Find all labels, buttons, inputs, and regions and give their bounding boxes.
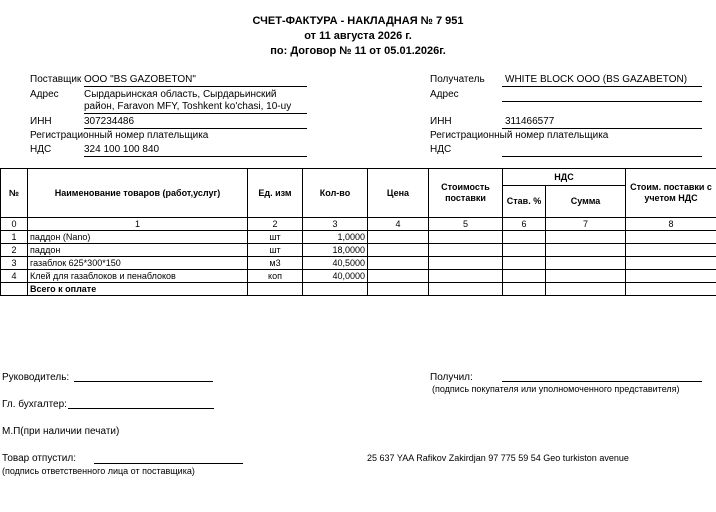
recipient-vat-underline [502,156,702,157]
col-number: 3 [303,218,368,231]
row-total [626,231,716,244]
director-signature-line [74,381,213,382]
row-total [626,244,716,257]
header-name: Наименование товаров (работ,услуг) [28,169,248,218]
recipient-inn: 311466577 [505,116,555,127]
row-price [368,270,429,283]
recipient-name: WHITE BLOCK OOO (BS GAZABETON) [505,74,688,85]
col-number: 1 [28,218,248,231]
supplier-address-line2: район, Faravon MFY, Toshkent ko'chasi, 10-uy [84,101,292,112]
row-vat-sum [546,244,626,257]
supplier-address-line1: Сырдарьинская область, Сырдарьинский [84,89,277,100]
director-label: Руководитель: [2,372,70,383]
col-number: 6 [503,218,546,231]
header-total: Стоим. поставки с учетом НДС [626,169,716,218]
row-vat-rate [503,257,546,270]
header-price: Цена [368,169,429,218]
recipient-address-underline [502,101,702,102]
total-cell [546,283,626,296]
invoice-items-table [0,168,716,296]
row-cost [429,244,503,257]
row-no: 3 [1,257,28,270]
document-title: СЧЕТ-ФАКТУРА - НАКЛАДНАЯ № 7 951 [252,15,464,27]
header-no: № [1,169,28,218]
supplier-inn: 307234486 [84,116,135,127]
recipient-label: Получатель [430,74,485,85]
row-vat-sum [546,270,626,283]
table-header-row [1,169,716,186]
header-vat-sum: Сумма [546,186,626,218]
recipient-address-label: Адрес [430,89,459,100]
row-no: 1 [1,231,28,244]
supplier-label: Поставщик [30,74,82,85]
col-number: 4 [368,218,429,231]
table-row [1,270,716,283]
header-vat: НДС [503,169,626,186]
row-qty: 1,0000 [303,231,368,244]
recipient-inn-underline [502,128,702,129]
row-qty: 40,5000 [303,257,368,270]
col-number: 2 [248,218,303,231]
released-signature-line [94,463,243,464]
recipient-inn-label: ИНН [430,116,452,127]
supplier-name-underline [84,86,307,87]
row-name: газаблок 625*300*150 [28,257,248,270]
released-label: Товар отпустил: [2,453,76,464]
col-number: 0 [1,218,28,231]
total-cell [429,283,503,296]
row-qty: 18,0000 [303,244,368,257]
received-label: Получил: [430,372,473,383]
row-vat-rate [503,244,546,257]
row-vat-rate [503,231,546,244]
total-cell [248,283,303,296]
col-number: 5 [429,218,503,231]
supplier-vat: 324 100 100 840 [84,144,160,155]
supplier-name: ООО "BS GAZOBETON" [84,74,196,85]
header-qty: Кол-во [303,169,368,218]
row-total [626,257,716,270]
row-cost [429,231,503,244]
received-note: (подпись покупателя или уполномоченного представителя) [432,384,680,394]
total-blank [1,283,28,296]
row-unit: шт [248,231,303,244]
table-row [1,257,716,270]
column-numbers-row [1,218,716,231]
total-cell [503,283,546,296]
total-cell [626,283,716,296]
table-row [1,231,716,244]
document-date: от 11 августа 2026 г. [304,30,412,42]
total-cell [303,283,368,296]
row-name: паддон (Nano) [28,231,248,244]
header-vat-rate: Став. % [503,186,546,218]
recipient-vat-label: НДС [430,144,452,155]
supplier-address-label: Адрес [30,89,59,100]
row-vat-sum [546,257,626,270]
total-cell [368,283,429,296]
vehicle-driver-info: 25 637 YAA Rafikov Zakirdjan 97 775 59 54 Geo turkiston avenue [367,453,629,463]
supplier-vat-label: НДС [30,144,52,155]
recipient-reg-label: Регистрационный номер плательщика [430,130,609,141]
released-note: (подпись ответственного лица от поставщика) [2,466,195,476]
row-total [626,270,716,283]
total-row [1,283,716,296]
supplier-inn-label: ИНН [30,116,52,127]
row-cost [429,270,503,283]
total-label: Всего к оплате [28,283,248,296]
row-unit: шт [248,244,303,257]
row-price [368,257,429,270]
header-unit: Ед. изм [248,169,303,218]
row-vat-sum [546,231,626,244]
received-signature-line [502,381,702,382]
row-name: паддон [28,244,248,257]
row-name: Клей для газаблоков и пенаблоков [28,270,248,283]
row-cost [429,257,503,270]
col-number: 7 [546,218,626,231]
col-number: 8 [626,218,716,231]
accountant-signature-line [68,408,214,409]
row-price [368,231,429,244]
row-qty: 40,0000 [303,270,368,283]
row-vat-rate [503,270,546,283]
table-row [1,244,716,257]
row-no: 2 [1,244,28,257]
supplier-inn-underline [84,128,307,129]
supplier-address-underline [84,113,307,114]
header-cost: Стоимость поставки [429,169,503,218]
recipient-name-underline [502,86,702,87]
row-no: 4 [1,270,28,283]
row-unit: м3 [248,257,303,270]
supplier-vat-underline [84,156,307,157]
contract-reference: по: Договор № 11 от 05.01.2026г. [270,45,446,57]
row-unit: коп [248,270,303,283]
stamp-label: М.П(при наличии печати) [2,426,120,437]
row-price [368,244,429,257]
accountant-label: Гл. бухгалтер: [2,399,67,410]
supplier-reg-label: Регистрационный номер плательщика [30,130,209,141]
